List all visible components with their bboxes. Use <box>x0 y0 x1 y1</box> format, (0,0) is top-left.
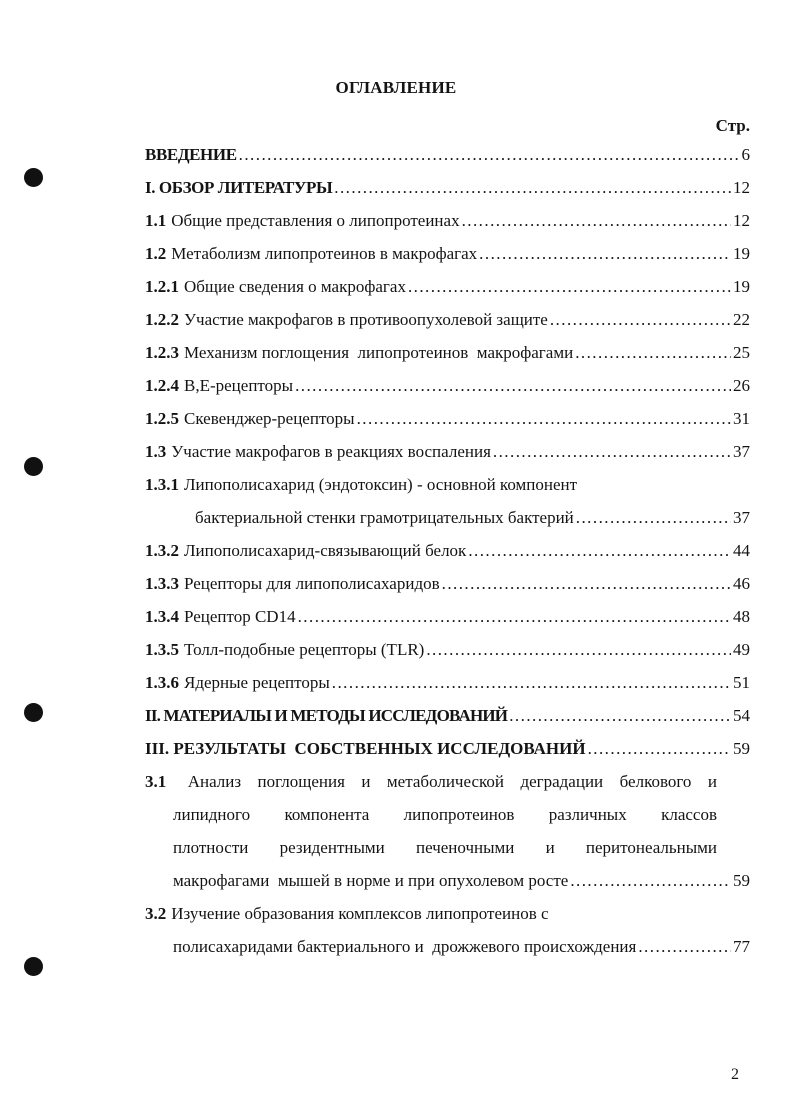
toc-entry-label: В,Е-рецепторы <box>184 376 294 395</box>
toc-entry-3-1-line4[interactable] <box>173 871 750 899</box>
toc-entry-3-2-line1[interactable] <box>145 904 750 932</box>
toc-entry-number: 1.2 <box>145 244 167 263</box>
punch-hole <box>24 703 43 722</box>
dot-leader <box>442 574 731 594</box>
toc-entry-page: 48 <box>733 607 750 626</box>
toc-entry-label: Участие макрофагов в реакциях воспаления <box>171 442 491 461</box>
toc-entry-1-2[interactable] <box>145 244 750 272</box>
toc-entry-number: 1.3.2 <box>145 541 179 560</box>
punch-hole <box>24 457 43 476</box>
toc-entry-page: 19 <box>733 244 750 263</box>
dot-leader <box>479 244 731 264</box>
toc-entry-label: Липополисахарид-связывающий белок <box>184 541 467 560</box>
toc-entry-label: Метаболизм липопротеинов в макрофагах <box>171 244 478 263</box>
dot-leader <box>298 607 731 627</box>
toc-entry-page: 19 <box>733 277 750 296</box>
dot-leader <box>408 277 731 297</box>
toc-entry-page: 6 <box>741 145 750 164</box>
toc-entry-introduction[interactable] <box>145 145 750 173</box>
toc-entry-page: 49 <box>733 640 750 659</box>
toc-entry-page: 26 <box>733 376 750 395</box>
toc-entry-number: 1.2.2 <box>145 310 179 329</box>
toc-entry-1-3-1-line2[interactable] <box>195 508 750 536</box>
dot-leader <box>357 409 731 429</box>
dot-leader <box>509 706 731 726</box>
toc-entry-number: 1.3.1 <box>145 475 179 494</box>
toc-entry-number: 1.3.4 <box>145 607 179 626</box>
dot-leader <box>493 442 731 462</box>
toc-entry-3-1-line2[interactable] <box>173 805 717 825</box>
toc-entry-label: макрофагами мышей в норме и при опухолевом росте <box>173 871 569 890</box>
toc-entry-page: 37 <box>733 508 750 527</box>
toc-entry-page: 59 <box>733 739 750 758</box>
toc-entry-page: 46 <box>733 574 750 593</box>
punch-hole <box>24 168 43 187</box>
toc-entry-1-3-6[interactable] <box>145 673 750 701</box>
toc-entry-number: 1.3.6 <box>145 673 179 692</box>
toc-entry-label: Ядерные рецепторы <box>184 673 330 692</box>
toc-entry-label: Анализ поглощения и метаболической деградации белкового и <box>187 772 717 791</box>
toc-entry-chapter-2[interactable] <box>145 706 750 734</box>
toc-entry-label: липидного компонента липопротеинов различных классов <box>173 805 717 824</box>
toc-entry-page: 25 <box>733 343 750 362</box>
toc-entry-label: Скевенджер-рецепторы <box>184 409 355 428</box>
toc-entry-label: плотности резидентными печеночными и перитонеальными <box>173 838 717 857</box>
toc-entry-1-1[interactable] <box>145 211 750 239</box>
toc-entry-page: 12 <box>733 211 750 230</box>
dot-leader <box>462 211 731 231</box>
toc-entry-1-3-1-line1[interactable] <box>145 475 750 503</box>
toc-entry-label: Изучение образования комплексов липопротеинов с <box>171 904 549 923</box>
toc-entry-number: 3.1 <box>145 772 167 791</box>
toc-entry-page: 22 <box>733 310 750 329</box>
dot-leader <box>239 145 740 165</box>
toc-entry-number: 1.2.3 <box>145 343 179 362</box>
toc-entry-1-3-2[interactable] <box>145 541 750 569</box>
toc-entry-page: 31 <box>733 409 750 428</box>
toc-entry-page: 12 <box>733 178 750 197</box>
toc-entry-1-3-5[interactable] <box>145 640 750 668</box>
toc-entry-label: Участие макрофагов в противоопухолевой защите <box>184 310 548 329</box>
toc-entry-page: 54 <box>733 706 750 725</box>
toc-entry-page: 44 <box>733 541 750 560</box>
toc-entry-number: 3.2 <box>145 904 167 923</box>
page-title: ОГЛАВЛЕНИЕ <box>335 78 457 97</box>
toc-entry-1-2-3[interactable] <box>145 343 750 371</box>
toc-entry-label: Липополисахарид (эндотоксин) - основной компонент <box>184 475 578 494</box>
toc-entry-number: 1.2.4 <box>145 376 179 395</box>
toc-entry-3-1-line1[interactable] <box>145 772 717 792</box>
toc-entry-page: 77 <box>733 937 750 956</box>
toc-entry-1-2-2[interactable] <box>145 310 750 338</box>
toc-entry-3-2-line2[interactable] <box>173 937 750 965</box>
dot-leader <box>570 871 731 891</box>
toc-entry-label: Общие сведения о макрофагах <box>184 277 406 296</box>
dot-leader <box>575 343 731 363</box>
toc-entry-label: Рецептор CD14 <box>184 607 296 626</box>
dot-leader <box>550 310 731 330</box>
toc-entry-number: 1.3 <box>145 442 167 461</box>
page-column-label: Стр. <box>715 116 750 135</box>
toc-entry-1-3-3[interactable] <box>145 574 750 602</box>
toc-entry-label: бактериальной стенки грамотрицательных бактерий <box>195 508 574 527</box>
toc-entry-1-2-5[interactable] <box>145 409 750 437</box>
toc-entry-number: 1.2.1 <box>145 277 179 296</box>
toc-entry-label: ВВЕДЕНИЕ <box>145 145 237 164</box>
dot-leader <box>588 739 731 759</box>
toc-entry-label: I. ОБЗОР ЛИТЕРАТУРЫ <box>145 178 333 197</box>
toc-entry-label: Рецепторы для липополисахаридов <box>184 574 440 593</box>
toc-entry-label: Общие представления о липопротеинах <box>171 211 460 230</box>
toc-entry-page: 51 <box>733 673 750 692</box>
punch-hole <box>24 957 43 976</box>
dot-leader <box>334 178 731 198</box>
dot-leader <box>295 376 731 396</box>
dot-leader <box>426 640 731 660</box>
toc-entry-1-3-4[interactable] <box>145 607 750 635</box>
toc-entry-page: 59 <box>733 871 750 890</box>
toc-entry-number: 1.1 <box>145 211 167 230</box>
toc-entry-chapter-1[interactable] <box>145 178 750 206</box>
toc-entry-number: 1.3.5 <box>145 640 179 659</box>
toc-entry-number: 1.2.5 <box>145 409 179 428</box>
dot-leader <box>332 673 731 693</box>
dot-leader <box>638 937 731 957</box>
dot-leader <box>576 508 731 528</box>
toc-entry-1-3[interactable] <box>145 442 750 470</box>
toc-entry-1-2-1[interactable] <box>145 277 750 305</box>
toc-entry-label: II. МАТЕРИАЛЫ И МЕТОДЫ ИССЛЕДОВАНИЙ <box>145 706 508 725</box>
toc-entry-label: III. РЕЗУЛЬТАТЫ СОБСТВЕННЫХ ИССЛЕДОВАНИЙ <box>145 739 586 758</box>
page-number: 2 <box>731 1066 739 1083</box>
toc-entry-3-1-line3[interactable] <box>173 838 717 858</box>
dot-leader <box>468 541 731 561</box>
toc-entry-label: Толл-подобные рецепторы (TLR) <box>184 640 425 659</box>
toc-entry-label: полисахаридами бактериального и дрожжевого происхождения <box>173 937 637 956</box>
toc-entry-number: 1.3.3 <box>145 574 179 593</box>
toc-entry-label: Механизм поглощения липопротеинов макрофагами <box>184 343 574 362</box>
toc-entry-1-2-4[interactable] <box>145 376 750 404</box>
toc-entry-chapter-3[interactable] <box>145 739 750 767</box>
toc-entry-page: 37 <box>733 442 750 461</box>
